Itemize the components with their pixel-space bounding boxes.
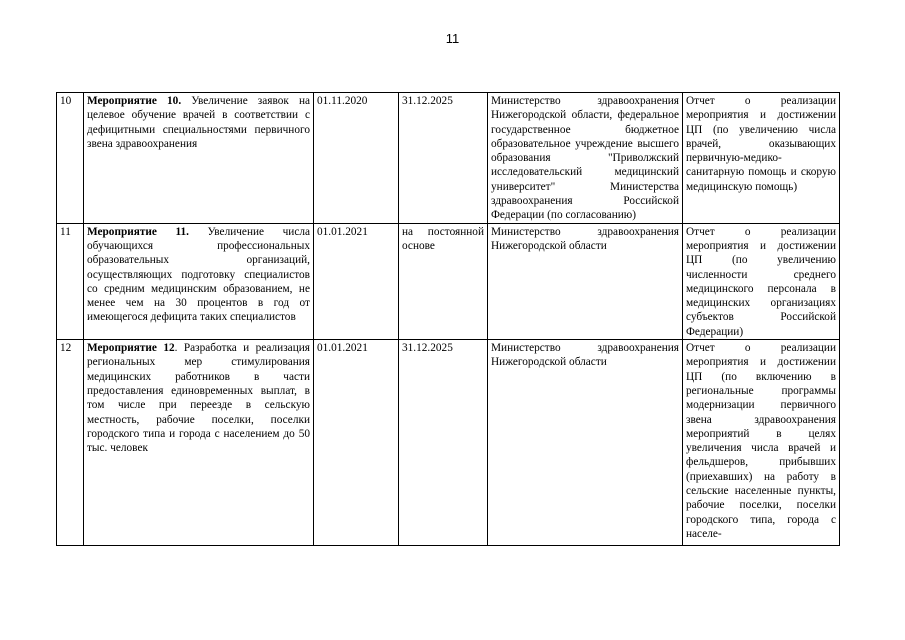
executor-cell: Министерство здравоохранения Нижегородской области (488, 223, 683, 339)
event-text: . Разработка и реализация региональных мер стимулирования медицинских работников в части предоставления единовременных выплат, в том числе при переезде в сельскую местность, рабочие поселки, поселки городского типа и города с населением до 50 тыс. человек (87, 342, 310, 455)
result-text: Отчет о реализации мероприятия и достижении ЦП (по включению в региональные программы модернизации первичного звена здравоохранения мероприятий в целях увеличения числа врачей и фельдшеров, прибывших (приехавших) на работу в сельские населенные пункты, рабочие поселки, поселки городского типа, города с населе- (686, 342, 836, 540)
start-date: 01.11.2020 (314, 93, 399, 224)
table-row (57, 223, 840, 339)
event-cell (84, 340, 314, 546)
event-label: Мероприятие 10. (87, 95, 182, 107)
table-row (57, 340, 840, 546)
result-cell: Отчет о реализации мероприятия и достижении ЦП (по увеличению численности среднего медицинского персонала в медицинских организациях субъектов Российской Федерации) (683, 223, 840, 339)
events-table (56, 92, 840, 546)
event-cell (84, 93, 314, 224)
end-date: 31.12.2025 (399, 93, 488, 224)
result-cell: Отчет о реализации мероприятия и достижении ЦП (по увеличению числа врачей, оказывающих первичную-медико-санитарную помощь и скорую медицинскую помощь) (683, 93, 840, 224)
start-date: 01.01.2021 (314, 340, 399, 546)
row-number: 12 (57, 340, 84, 546)
event-label: Мероприятие 12 (87, 342, 175, 355)
event-cell (84, 223, 314, 339)
row-number: 10 (57, 93, 84, 224)
page-number: 11 (445, 31, 460, 46)
row-number: 11 (57, 223, 84, 339)
start-date: 01.01.2021 (314, 223, 399, 339)
event-label: Мероприятие 11. (87, 225, 189, 238)
event-text: Увеличение заявок на целевое обучение врачей в соответствии с дефицитными специальностями первичного звена здравоохранения (87, 95, 311, 150)
table-row (57, 93, 840, 224)
executor-cell: Министерство здравоохранения Нижегородской области, федеральное государственное бюджетное образовательное учреждение высшего образования "Приволжский исследовательский медицинский университет" Министерства здравоохранения Российской Федерации (по согласованию) (488, 93, 683, 224)
end-date: 31.12.2025 (399, 340, 488, 546)
executor-cell: Министерство здравоохранения Нижегородской области (488, 340, 683, 546)
end-date: на постоянной основе (399, 223, 488, 339)
event-text: Увеличение числа обучающихся профессиональных образовательных организаций, осуществляющих подготовку специалистов со средним медицинским образованием, не менее чем на 30 процентов в год от имеющегося дефицита таких специалистов (87, 225, 310, 324)
result-cell (683, 340, 840, 546)
